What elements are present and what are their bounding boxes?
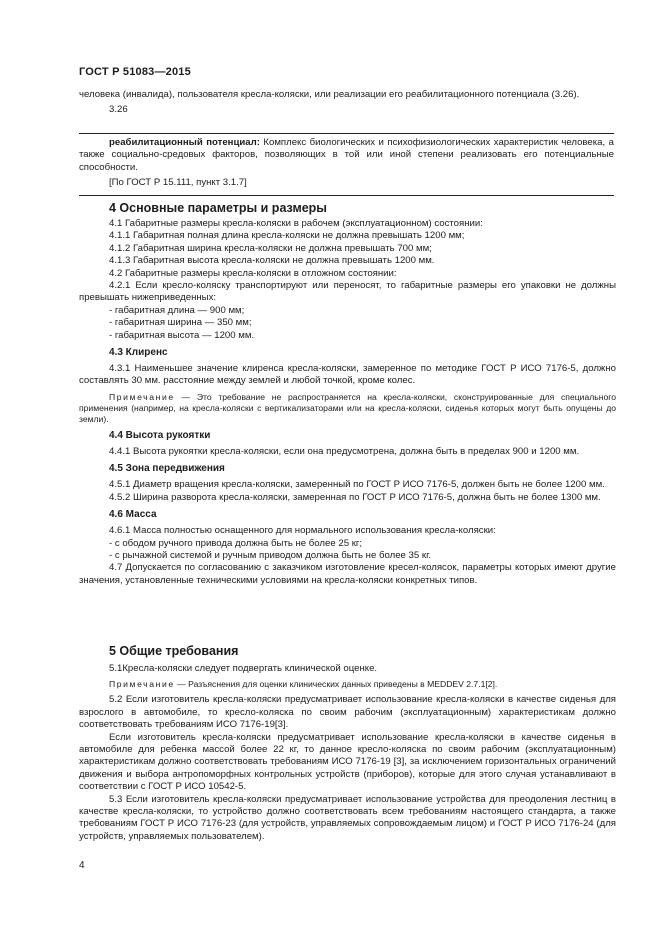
subsection-4-6-title: 4.6 Масса — [109, 509, 157, 521]
subsection-4-4-title: 4.4 Высота рукоятки — [109, 429, 211, 441]
document-header: ГОСТ Р 51083—2015 — [79, 66, 191, 78]
definition-paragraph — [79, 137, 614, 174]
para-5-3: 5.3 Если изготовитель кресла-коляски предусматривает использование устройства для преодоления лестниц в качестве кресла-коляски, то устройство должно соответствовать всем требованиям настоящего стандарта, а также требованиям ГОСТ Р ИСО 7176-23 (для устройств, управляемых сопровождаемым лицом) и ГОСТ Р ИСО 7176-24 (для устройств, управляемых пользователем). — [79, 793, 616, 842]
note-label: Примечание — [109, 391, 175, 402]
definition-source: [По ГОСТ Р 15.111, пункт 3.1.7] — [109, 177, 247, 189]
para-4-1-1: 4.1.1 Габаритная полная длина кресла-коляски не должна превышать 1200 мм; — [109, 230, 465, 242]
para-5-2-continued: Если изготовитель кресла-коляски предусматривает использование кресла-коляски в качестве сиденья в автомобиле для ребенка массой более 22 кг, то данное кресло-коляска по своим рабочим (эксплуатационным) характеристикам должно соответствовать требованиям ИСО 7176-19 [3], за исключением горизонтальных ограничений движения и выбора антропоморфных контрольных устройств (приборов), которые для этого случая устанавливают в соответствии с ГОСТ Р ИСО 10542-5. — [79, 731, 616, 793]
para-4-7: 4.7 Допускается по согласованию с заказчиком изготовление кресел-колясок, параметры которых имеют другие значения, установленные техническими условиями на кресла-коляски конкретных типов. — [79, 562, 616, 586]
para-4-1: 4.1 Габаритные размеры кресла-коляски в рабочем (эксплуатационном) состоянии: — [109, 218, 483, 229]
para-4-4-1: 4.4.1 Высота рукоятки кресла-коляски, если она предусмотрена, должна быть в пределах 900 и 1200 мм. — [109, 445, 580, 457]
note-5-1 — [79, 679, 616, 690]
intro-block — [79, 89, 616, 117]
page-number: 4 — [79, 860, 85, 871]
note-text: — Это требование не распространяется на кресла-коляски, сконструированные для специального применения (например, на кресла-коляски с вертикализаторами или на кресла-коляски, сиденья которых могут быть опущены до земли). — [79, 391, 616, 424]
list-item: - габаритная длина — 900 мм; — [109, 304, 245, 316]
para-4-2: 4.2 Габаритные размеры кресла-коляски в отложном состоянии: — [109, 267, 397, 279]
intro-continuation: человека (инвалида), пользователя кресла-коляски, или реализации его реабилитационного потенциала (3.26). — [79, 89, 580, 100]
subsection-4-5-title: 4.5 Зона передвижения — [109, 463, 225, 475]
definition-term: реабилитационный потенциал: — [109, 137, 260, 148]
note-text: — Разъяснения для оценки клинических данных приведены в MEDDEV 2.7.1[2]. — [174, 679, 498, 690]
para-5-1: 5.1Кресла-коляски следует подвергать клинической оценке. — [109, 663, 378, 674]
list-item: - габаритная высота — 1200 мм. — [109, 329, 255, 341]
para-4-2-1: 4.2.1 Если кресло-коляску транспортируют или переносят, то габаритные размеры его упаковки не должны превышать нижеприведенных: — [79, 280, 616, 304]
para-5-2: 5.2 Если изготовитель кресла-коляски предусматривает использование кресла-коляски в качестве сиденья для взрослого в автомобиле, то кресло-коляска по своим рабочим (эксплуатационным) характеристикам должно соответствовать требованиям ИСО 7176-19[3]. — [79, 694, 616, 731]
para-4-1-3: 4.1.3 Габаритная высота кресла-коляски не должна превышать 1200 мм. — [109, 255, 435, 267]
section-5-title: 5 Общие требования — [109, 644, 239, 658]
list-item: - с рычажной системой и ручным приводом должна быть не более 35 кг. — [109, 549, 432, 561]
definition-text: Комплекс биологических и психофизиологических характеристик человека, а также социально-средовых факторов, позволяющих в той или иной степени реализовать его потенциальные способности. — [79, 137, 614, 173]
list-item: - габаритная ширина — 350 мм; — [109, 317, 252, 329]
list-item: - с ободом ручного привода должна быть не более 25 кг; — [109, 537, 363, 549]
para-4-3-1: 4.3.1 Наименьшее значение клиренса кресла-коляски, замеренное по методике ГОСТ Р ИСО 7176-5, должно составлять 30 мм. расстояние между землей и любой точкой, кроме колес. — [79, 363, 616, 387]
note-4-3 — [79, 392, 616, 425]
term-number: 3.26 — [109, 104, 128, 116]
subsection-4-3-title: 4.3 Клиренс — [109, 347, 168, 359]
para-4-1-2: 4.1.2 Габаритная ширина кресла-коляски не должна превышать 700 мм; — [109, 242, 432, 254]
section-5 — [79, 643, 616, 843]
para-4-5-2: 4.5.2 Ширина разворота кресла-коляски, замеренная по ГОСТ Р ИСО 7176-5, должна быть не более 1300 мм. — [109, 491, 601, 503]
note-label: Примечание — [109, 679, 175, 690]
definition-box — [79, 133, 614, 196]
para-4-5-1: 4.5.1 Диаметр вращения кресла-коляски, замеренный по ГОСТ Р ИСО 7176-5, должен быть не более 1200 мм. — [109, 479, 605, 491]
section-4-title: 4 Основные параметры и размеры — [109, 201, 327, 215]
para-4-6-1: 4.6.1 Масса полностью оснащенного для нормального использования кресла-коляски: — [109, 525, 496, 537]
section-4 — [79, 200, 616, 587]
